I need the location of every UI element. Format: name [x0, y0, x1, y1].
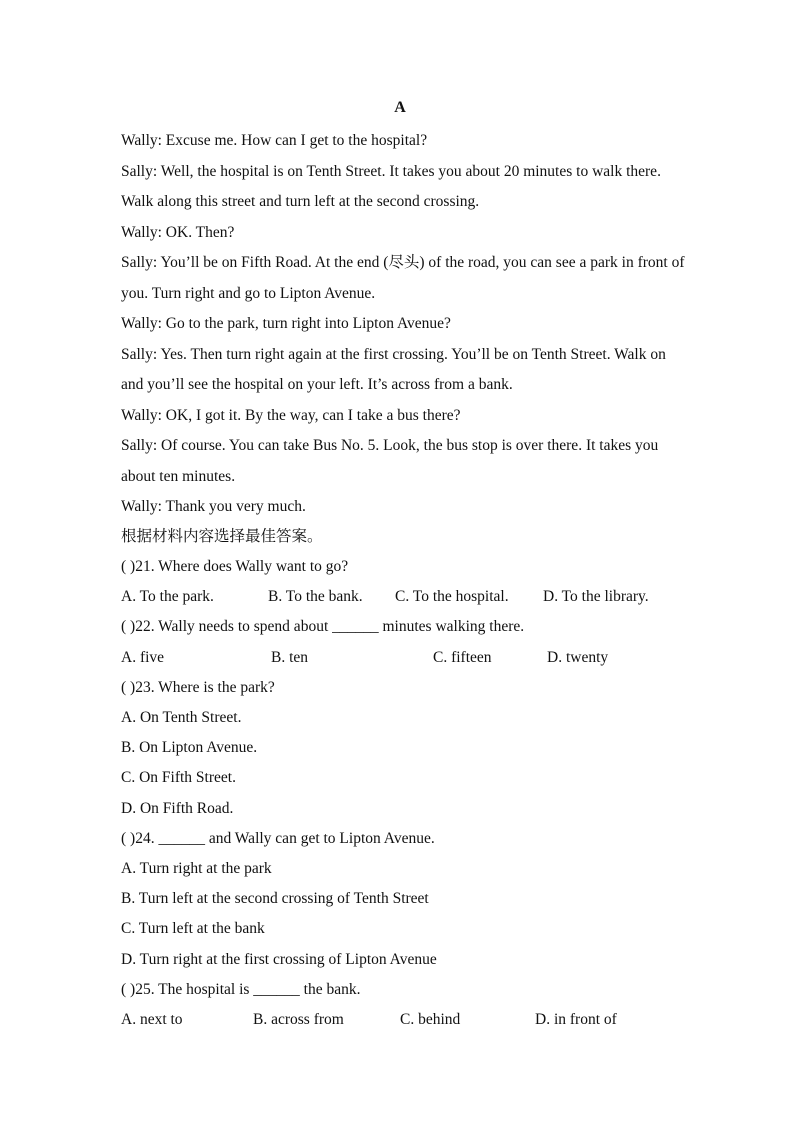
option-d: D. in front of	[535, 1011, 617, 1029]
option-b: B. across from	[253, 1011, 344, 1029]
question-22	[121, 612, 686, 672]
option-a: A. To the park.	[121, 588, 214, 606]
question-24	[121, 824, 686, 975]
dialogue-line: Wally: OK. Then?	[121, 223, 235, 241]
option-a: A. five	[121, 648, 165, 666]
option-row	[121, 1005, 686, 1035]
option-row	[121, 643, 686, 673]
option-b: B. Turn left at the second crossing of Tenth Street	[121, 890, 429, 908]
dialogue-line: Wally: Thank you very much.	[121, 498, 306, 515]
passage-heading: A	[394, 99, 406, 116]
option-a: A. next to	[121, 1011, 183, 1029]
option-c: C. To the hospital.	[395, 588, 509, 606]
question-list	[121, 552, 686, 1035]
question-23	[121, 673, 686, 824]
question-stem: ( )22. Wally needs to spend about ______ minutes walking there.	[121, 618, 525, 636]
dialogue-line: Wally: OK, I got it. By the way, can I take a bus there?	[121, 406, 461, 424]
question-stem: ( )25. The hospital is ______ the bank.	[121, 980, 361, 998]
option-row	[121, 582, 686, 612]
option-b: B. On Lipton Avenue.	[121, 739, 258, 757]
question-stem: ( )24. ______ and Wally can get to Lipton Avenue.	[121, 829, 435, 847]
question-25	[121, 975, 686, 1035]
option-d: D. Turn right at the first crossing of Lipton Avenue	[121, 950, 437, 968]
option-a: A. Turn right at the park	[121, 860, 272, 878]
question-stem: ( )21. Where does Wally want to go?	[121, 558, 349, 575]
dialogue	[121, 126, 686, 523]
question-21	[121, 552, 686, 612]
option-d: D. On Fifth Road.	[121, 799, 234, 817]
question-stem: ( )23. Where is the park?	[121, 678, 275, 696]
dialogue-line: Sally: You’ll be on Fifth Road. At the end (尽头) of the road, you can see a park in front of you. Turn right and go to Lipton Avenue.	[121, 254, 685, 302]
dialogue-line: Sally: Of course. You can take Bus No. 5. Look, the bus stop is over there. It takes you about ten minutes.	[121, 437, 659, 485]
option-c: C. behind	[400, 1011, 461, 1029]
option-c: C. On Fifth Street.	[121, 769, 236, 787]
option-a: A. On Tenth Street.	[121, 709, 242, 727]
option-c: C. fifteen	[433, 648, 492, 666]
option-d: D. twenty	[547, 648, 609, 666]
dialogue-line: Wally: Excuse me. How can I get to the hospital?	[121, 132, 428, 149]
dialogue-line: Sally: Yes. Then turn right again at the first crossing. You’ll be on Tenth Street. Walk on and you’ll see the hospital on your left. It’s across from a bank.	[121, 345, 666, 393]
option-b: B. To the bank.	[268, 588, 363, 606]
option-b: B. ten	[271, 648, 309, 666]
dialogue-line: Wally: Go to the park, turn right into Lipton Avenue?	[121, 315, 451, 332]
option-d: D. To the library.	[543, 588, 649, 606]
dialogue-line: Sally: Well, the hospital is on Tenth Street. It takes you about 20 minutes to walk there. Walk along this street and turn left at the second crossing.	[121, 162, 661, 210]
option-c: C. Turn left at the bank	[121, 920, 265, 938]
instruction: 根据材料内容选择最佳答案。	[121, 528, 323, 545]
